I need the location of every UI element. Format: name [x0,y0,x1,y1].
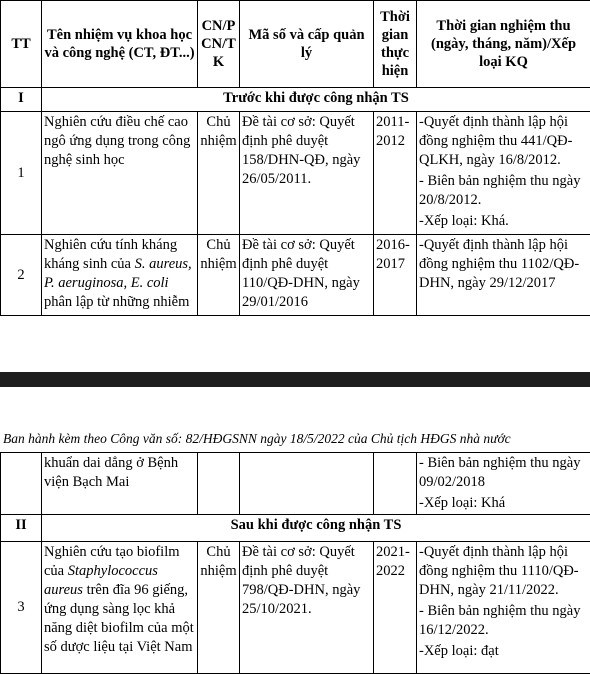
duration: 2021-2022 [374,542,417,674]
table-row [1,235,590,316]
section-number: II [1,515,42,542]
duration [374,453,417,515]
decision-code: Đề tài cơ sở: Quyết định phê duyệt 158/DHN-QĐ, ngày 26/05/2011. [240,112,374,235]
result-grade: -Xếp loại: đạt [419,643,499,659]
header-result: Thời gian nghiệm thu (ngày, tháng, năm)/Xếp loại KQ [417,1,590,88]
result-minutes: - Biên bản nghiệm thu ngày 20/8/2012. [419,173,581,208]
species-name: Staphylococcus aureus [44,563,158,598]
row-number [1,453,42,515]
decision-code [240,453,374,515]
task-text: Nghiên cứu tạo biofilm của [44,544,180,579]
result-decision: -Quyết định thành lập hội đồng nghiệm thu 1102/QĐ-DHN, ngày 29/12/2017 [419,237,580,291]
task-name [42,235,198,316]
result-minutes: - Biên bản nghiệm thu ngày 09/02/2018 [419,455,581,490]
task-text: phân lập từ những nhiễm [44,294,190,310]
table-row [1,112,590,235]
section-title: Sau khi được công nhận TS [42,515,590,542]
result-decision: -Quyết định thành lập hội đồng nghiệm thu 1110/QĐ-DHN, ngày 21/11/2022. [419,544,579,598]
section-title: Trước khi được công nhận TS [42,88,590,112]
section-number: I [1,88,42,112]
role: Chủ nhiệm [198,542,240,674]
research-table-page2 [0,452,590,674]
table-row [1,542,590,674]
duration: 2016-2017 [374,235,417,316]
footer-note: Ban hành kèm theo Công văn số: 82/HĐGSNN ngày 18/5/2022 của Chủ tịch HĐGS nhà nước [3,431,511,446]
research-table-page1 [0,0,590,316]
acceptance-result [417,453,590,515]
task-text: Nghiên cứu tính kháng kháng sinh của [44,237,178,272]
header-task: Tên nhiệm vụ khoa học và công nghệ (CT, ĐT...) [42,1,198,88]
header-tt: TT [1,1,42,88]
result-decision: -Quyết định thành lập hội đồng nghiệm thu 441/QĐ-QLKH, ngày 16/8/2012. [419,114,573,168]
task-text: trên đĩa 96 giếng, ứng dụng sàng lọc khả năng diệt biofilm của một số dược liệu tại Việt Nam [44,582,194,655]
decision-code: Đề tài cơ sở: Quyết định phê duyệt 110/QĐ-DHN, ngày 29/01/2016 [240,235,374,316]
header-code: Mã số và cấp quản lý [240,1,374,88]
duration: 2011-2012 [374,112,417,235]
acceptance-result [417,112,590,235]
section-row-1 [1,88,590,112]
decision-code: Đề tài cơ sở: Quyết định phê duyệt 798/QĐ-DHN, ngày 25/10/2021. [240,542,374,674]
section-row-2 [1,515,590,542]
role: Chủ nhiệm [198,112,240,235]
row-number: 1 [1,112,42,235]
task-name: khuẩn dai dẳng ở Bệnh viện Bạch Mai [42,453,198,515]
page-break-band [0,372,590,387]
header-row [1,1,590,88]
task-name: Nghiên cứu điều chế cao ngô ứng dụng trong công nghệ sinh học [42,112,198,235]
result-grade: -Xếp loại: Khá. [419,213,509,229]
species-names: S. aureus, P. aeruginosa, E. coli [44,256,192,291]
result-grade: -Xếp loại: Khá [419,495,506,511]
role [198,453,240,515]
role: Chủ nhiệm [198,235,240,316]
result-minutes: - Biên bản nghiệm thu ngày 16/12/2022. [419,603,581,638]
header-time: Thời gian thực hiện [374,1,417,88]
acceptance-result [417,235,590,316]
acceptance-result [417,542,590,674]
task-name [42,542,198,674]
header-role: CN/P CN/T K [198,1,240,88]
row-number: 2 [1,235,42,316]
table-row-continued [1,453,590,515]
row-number: 3 [1,542,42,674]
